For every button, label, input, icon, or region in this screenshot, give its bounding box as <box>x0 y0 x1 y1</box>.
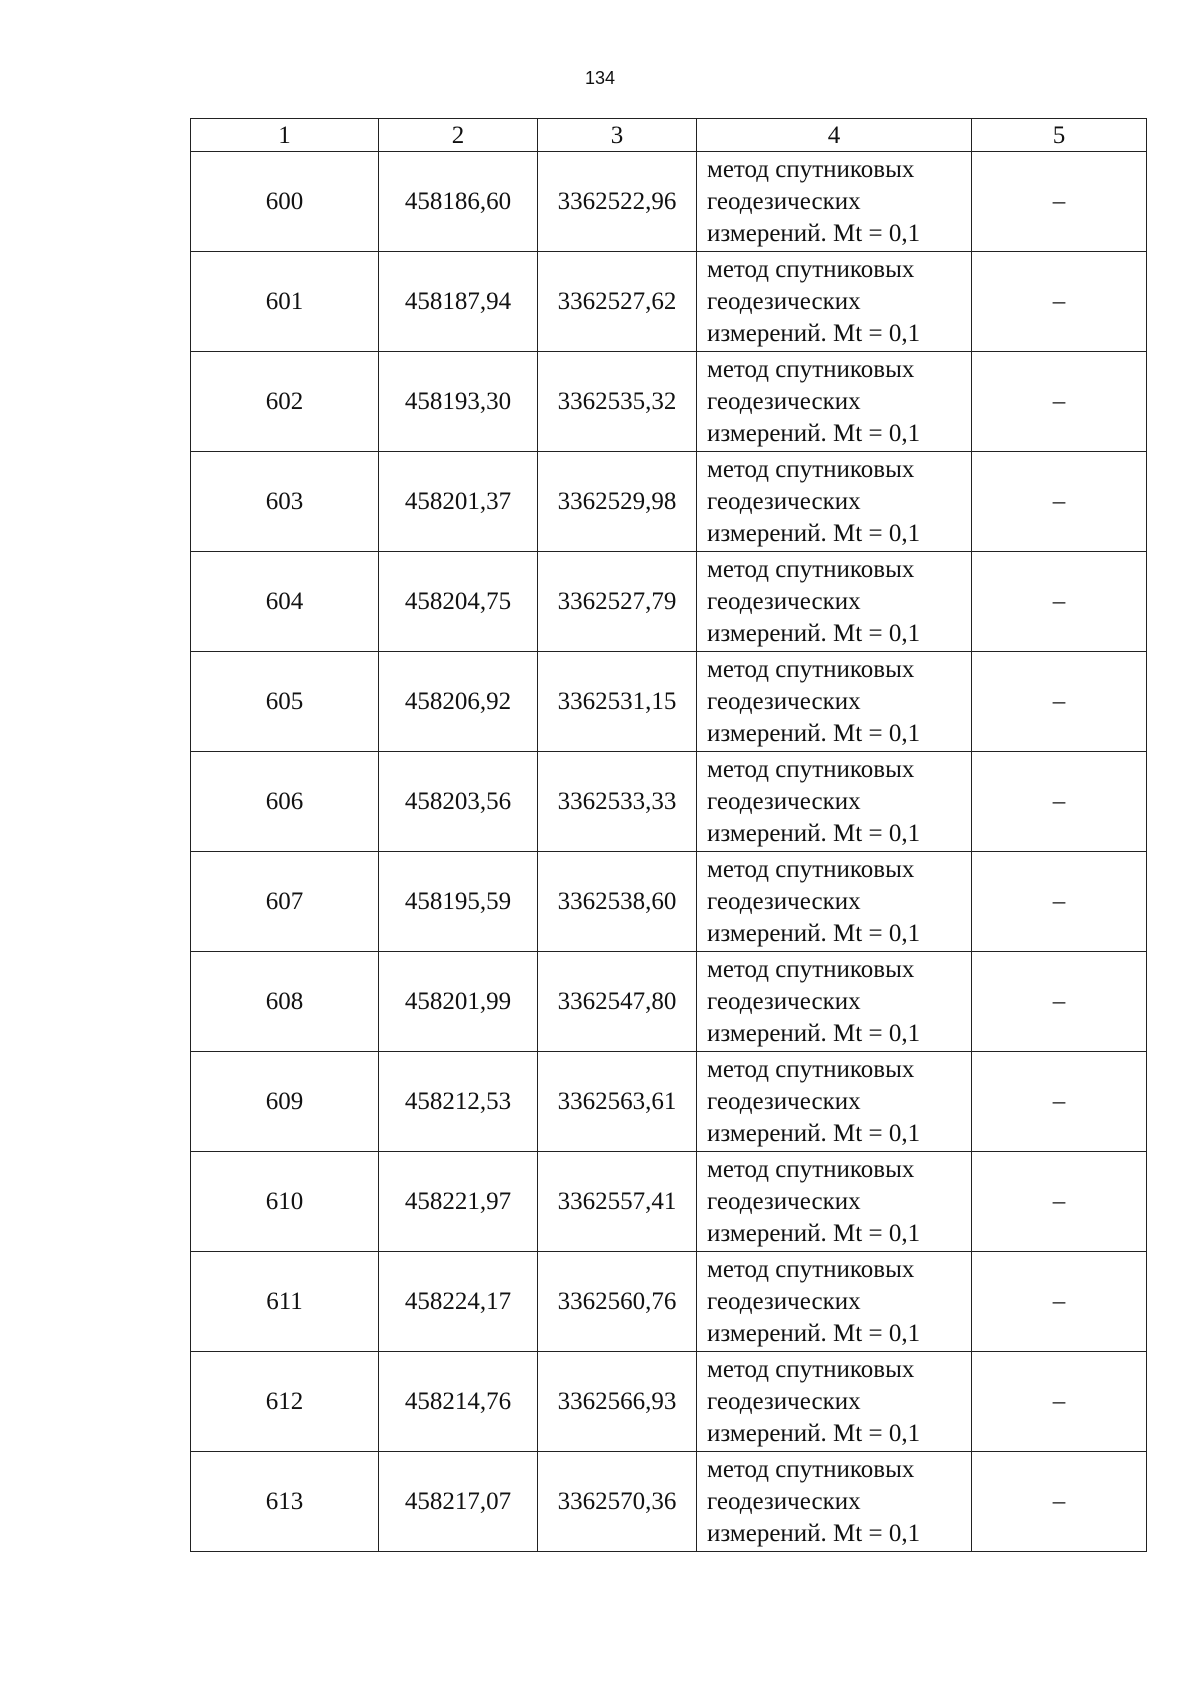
method-line: геодезических <box>707 987 861 1015</box>
y-coordinate-cell: 3362527,62 <box>538 252 697 352</box>
header-col-5: 5 <box>972 119 1147 152</box>
method-line: метод спутниковых <box>707 555 915 583</box>
note-cell: – <box>972 1352 1147 1452</box>
point-number-cell: 611 <box>191 1252 379 1352</box>
y-coordinate-cell: 3362566,93 <box>538 1352 697 1452</box>
method-line: измерений. Mt = 0,1 <box>707 1019 921 1047</box>
y-coordinate-cell: 3362535,32 <box>538 352 697 452</box>
y-coordinate-cell: 3362557,41 <box>538 1152 697 1252</box>
method-line: измерений. Mt = 0,1 <box>707 619 921 647</box>
method-cell <box>697 752 972 852</box>
method-line: метод спутниковых <box>707 355 915 383</box>
table-row <box>191 652 1147 752</box>
point-number-cell: 610 <box>191 1152 379 1252</box>
table-row <box>191 152 1147 252</box>
method-line: измерений. Mt = 0,1 <box>707 319 921 347</box>
x-coordinate-cell: 458217,07 <box>379 1452 538 1552</box>
point-number-cell: 602 <box>191 352 379 452</box>
method-line: геодезических <box>707 387 861 415</box>
table-row <box>191 252 1147 352</box>
table-row <box>191 452 1147 552</box>
table-row <box>191 1452 1147 1552</box>
y-coordinate-cell: 3362538,60 <box>538 852 697 952</box>
header-row <box>191 119 1147 152</box>
method-line: геодезических <box>707 487 861 515</box>
method-line: метод спутниковых <box>707 1355 915 1383</box>
point-number-cell: 613 <box>191 1452 379 1552</box>
table-row <box>191 752 1147 852</box>
table-header <box>191 119 1147 152</box>
method-line: измерений. Mt = 0,1 <box>707 419 921 447</box>
point-number-cell: 606 <box>191 752 379 852</box>
x-coordinate-cell: 458204,75 <box>379 552 538 652</box>
x-coordinate-cell: 458212,53 <box>379 1052 538 1152</box>
point-number-cell: 605 <box>191 652 379 752</box>
method-cell <box>697 952 972 1052</box>
note-cell: – <box>972 952 1147 1052</box>
x-coordinate-cell: 458195,59 <box>379 852 538 952</box>
table-row <box>191 1352 1147 1452</box>
method-line: метод спутниковых <box>707 1055 915 1083</box>
y-coordinate-cell: 3362533,33 <box>538 752 697 852</box>
y-coordinate-cell: 3362522,96 <box>538 152 697 252</box>
point-number-cell: 603 <box>191 452 379 552</box>
method-line: метод спутниковых <box>707 955 915 983</box>
note-cell: – <box>972 1452 1147 1552</box>
x-coordinate-cell: 458187,94 <box>379 252 538 352</box>
note-cell: – <box>972 352 1147 452</box>
x-coordinate-cell: 458203,56 <box>379 752 538 852</box>
note-cell: – <box>972 652 1147 752</box>
method-line: измерений. Mt = 0,1 <box>707 1319 921 1347</box>
table-row <box>191 1052 1147 1152</box>
method-line: измерений. Mt = 0,1 <box>707 1119 921 1147</box>
table-row <box>191 552 1147 652</box>
method-line: измерений. Mt = 0,1 <box>707 1419 921 1447</box>
point-number-cell: 601 <box>191 252 379 352</box>
note-cell: – <box>972 752 1147 852</box>
table-row <box>191 352 1147 452</box>
method-line: геодезических <box>707 1087 861 1115</box>
method-line: геодезических <box>707 187 861 215</box>
method-line: измерений. Mt = 0,1 <box>707 1519 921 1547</box>
note-cell: – <box>972 152 1147 252</box>
y-coordinate-cell: 3362531,15 <box>538 652 697 752</box>
y-coordinate-cell: 3362527,79 <box>538 552 697 652</box>
table-row <box>191 1152 1147 1252</box>
method-line: метод спутниковых <box>707 155 915 183</box>
table-row <box>191 952 1147 1052</box>
x-coordinate-cell: 458224,17 <box>379 1252 538 1352</box>
method-line: измерений. Mt = 0,1 <box>707 519 921 547</box>
method-line: метод спутниковых <box>707 655 915 683</box>
method-line: геодезических <box>707 687 861 715</box>
point-number-cell: 607 <box>191 852 379 952</box>
y-coordinate-cell: 3362529,98 <box>538 452 697 552</box>
method-cell <box>697 1152 972 1252</box>
note-cell: – <box>972 1152 1147 1252</box>
method-cell <box>697 652 972 752</box>
note-cell: – <box>972 852 1147 952</box>
note-cell: – <box>972 452 1147 552</box>
method-cell <box>697 552 972 652</box>
method-line: метод спутниковых <box>707 1255 915 1283</box>
method-cell <box>697 1052 972 1152</box>
method-cell <box>697 1352 972 1452</box>
method-line: метод спутниковых <box>707 1155 915 1183</box>
method-line: измерений. Mt = 0,1 <box>707 1219 921 1247</box>
method-cell <box>697 1252 972 1352</box>
x-coordinate-cell: 458221,97 <box>379 1152 538 1252</box>
method-line: геодезических <box>707 1287 861 1315</box>
method-line: метод спутниковых <box>707 755 915 783</box>
table-row <box>191 1252 1147 1352</box>
method-line: геодезических <box>707 787 861 815</box>
method-line: геодезических <box>707 1387 861 1415</box>
method-cell <box>697 352 972 452</box>
header-col-1: 1 <box>191 119 379 152</box>
method-line: метод спутниковых <box>707 255 915 283</box>
point-number-cell: 604 <box>191 552 379 652</box>
x-coordinate-cell: 458201,99 <box>379 952 538 1052</box>
x-coordinate-cell: 458214,76 <box>379 1352 538 1452</box>
y-coordinate-cell: 3362563,61 <box>538 1052 697 1152</box>
method-line: геодезических <box>707 1187 861 1215</box>
y-coordinate-cell: 3362570,36 <box>538 1452 697 1552</box>
y-coordinate-cell: 3362560,76 <box>538 1252 697 1352</box>
method-line: измерений. Mt = 0,1 <box>707 819 921 847</box>
header-col-3: 3 <box>538 119 697 152</box>
note-cell: – <box>972 552 1147 652</box>
x-coordinate-cell: 458193,30 <box>379 352 538 452</box>
table-body <box>191 152 1147 1552</box>
header-col-4: 4 <box>697 119 972 152</box>
method-line: метод спутниковых <box>707 455 915 483</box>
method-line: метод спутниковых <box>707 855 915 883</box>
method-line: геодезических <box>707 887 861 915</box>
note-cell: – <box>972 252 1147 352</box>
method-line: измерений. Mt = 0,1 <box>707 919 921 947</box>
point-number-cell: 609 <box>191 1052 379 1152</box>
note-cell: – <box>972 1252 1147 1352</box>
y-coordinate-cell: 3362547,80 <box>538 952 697 1052</box>
method-line: геодезических <box>707 287 861 315</box>
method-cell <box>697 152 972 252</box>
method-cell <box>697 252 972 352</box>
header-col-2: 2 <box>379 119 538 152</box>
point-number-cell: 612 <box>191 1352 379 1452</box>
x-coordinate-cell: 458201,37 <box>379 452 538 552</box>
x-coordinate-cell: 458186,60 <box>379 152 538 252</box>
method-line: метод спутниковых <box>707 1455 915 1483</box>
method-line: измерений. Mt = 0,1 <box>707 719 921 747</box>
coordinates-table <box>190 118 1147 1552</box>
method-cell <box>697 852 972 952</box>
note-cell: – <box>972 1052 1147 1152</box>
method-line: геодезических <box>707 1487 861 1515</box>
method-line: геодезических <box>707 587 861 615</box>
page-number: 134 <box>584 68 616 88</box>
table-row <box>191 852 1147 952</box>
method-line: измерений. Mt = 0,1 <box>707 219 921 247</box>
method-cell <box>697 452 972 552</box>
point-number-cell: 608 <box>191 952 379 1052</box>
method-cell <box>697 1452 972 1552</box>
x-coordinate-cell: 458206,92 <box>379 652 538 752</box>
point-number-cell: 600 <box>191 152 379 252</box>
